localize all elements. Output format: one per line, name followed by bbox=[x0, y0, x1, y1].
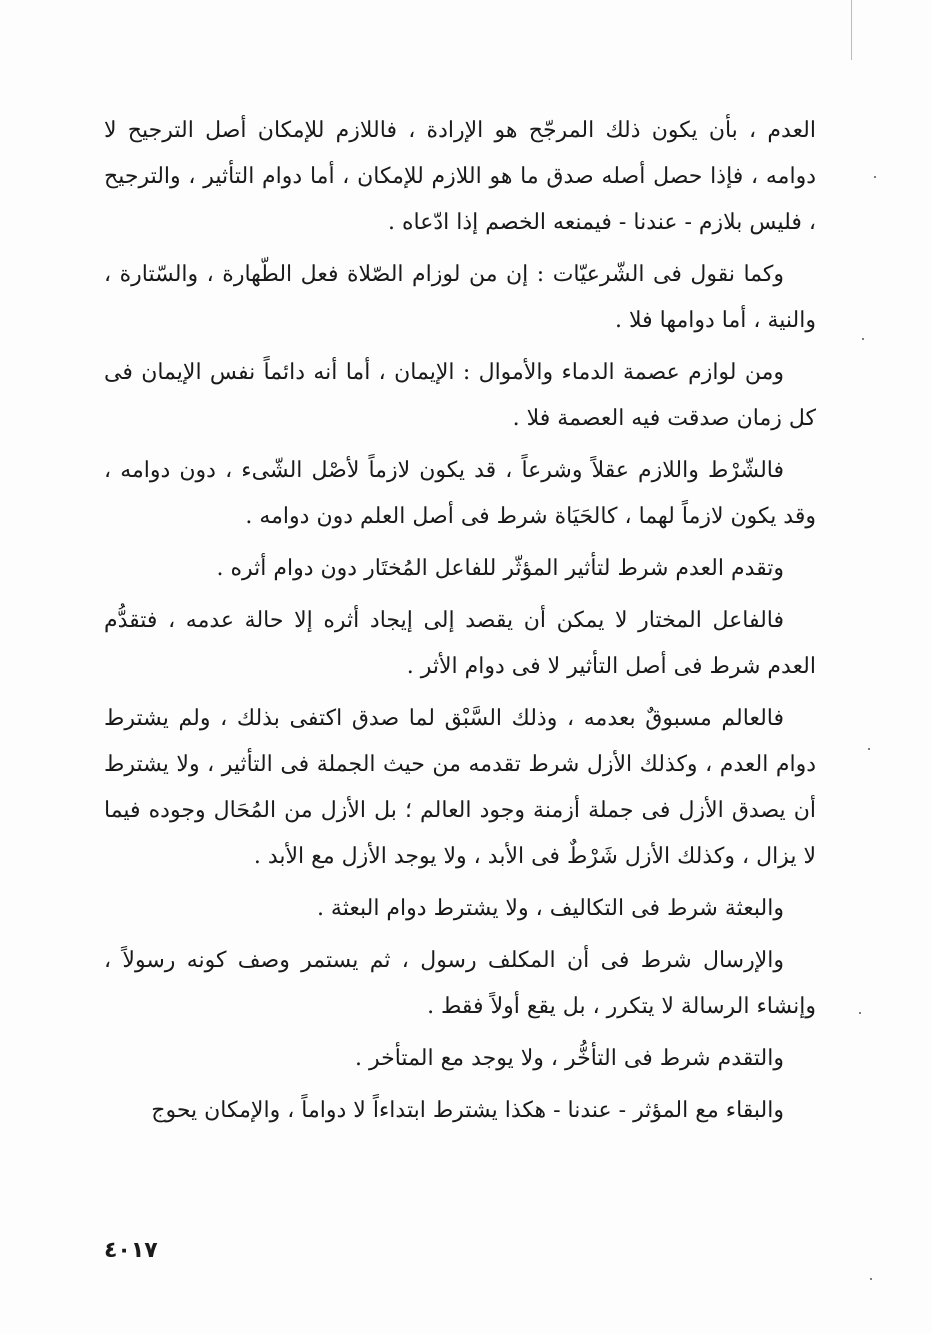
paragraph: العدم ، بأن يكون ذلك المرجّح هو الإرادة ، فاللازم للإمكان أصل الترجيح لا دوامه ، فإذا حصل أصله صدق ما هو اللازم للإمكان ، أما دوام التأثير ، والترجيح ، فليس بلازم - عندنا - فيمنعه الخصم إذا ادّعاه . bbox=[104, 118, 816, 235]
scan-speck bbox=[862, 338, 864, 340]
paragraph: ومن لوازم عصمة الدماء والأموال : الإيمان ، أما أنه دائماً نفس الإيمان فى كل زمان صدقت فيه العصمة فلا . bbox=[104, 360, 816, 431]
paragraph: وكما نقول فى الشّرعيّات : إن من لوزام الصّلاة فعل الطّهارة ، والسّتارة ، والنية ، أما دوامها فلا . bbox=[104, 262, 816, 333]
scan-edge-mark bbox=[851, 0, 852, 60]
scan-speck bbox=[868, 748, 870, 750]
page-number: ٤٠١٧ bbox=[104, 1238, 158, 1263]
scan-speck bbox=[874, 176, 876, 178]
paragraph: فالشّرْط واللازم عقلاً وشرعاً ، قد يكون لازماً لأصْل الشّىء ، دون دوامه ، وقد يكون لازماً لهما ، كالحَيَاة شرط فى أصل العلم دون دوامه . bbox=[104, 458, 816, 529]
paragraph: والبقاء مع المؤثر - عندنا - هكذا يشترط ابتداءاً لا دواماً ، والإمكان يحوج bbox=[151, 1098, 784, 1123]
paragraph: وتقدم العدم شرط لتأثير المؤثّر للفاعل المُختَار دون دوام أثره . bbox=[216, 556, 784, 581]
paragraph: فالعالم مسبوقٌ بعدمه ، وذلك السَّبْق لما صدق اكتفى بذلك ، ولم يشترط دوام العدم ، وكذلك الأزل شرط تقدمه من حيث الجملة فى التأثير ، ولا يشترط أن يصدق الأزل فى جملة أزمنة وجود العالم ؛ بل الأزل من المُحَال وجوده فيما لا يزال ، وكذلك الأزل شَرْطٌ فى الأبد ، ولا يوجد الأزل مع الأبد . bbox=[104, 706, 816, 869]
body-text bbox=[104, 108, 816, 1140]
paragraph: والتقدم شرط فى التأخُّر ، ولا يوجد مع المتأخر . bbox=[355, 1046, 784, 1071]
paragraph: والإرسال شرط فى أن المكلف رسول ، ثم يستمر وصف كونه رسولاً ، وإنشاء الرسالة لا يتكرر ، بل يقع أولاً فقط . bbox=[104, 948, 816, 1019]
paragraph: فالفاعل المختار لا يمكن أن يقصد إلى إيجاد أثره إلا حالة عدمه ، فتقدُّم العدم شرط فى أصل التأثير لا فى دوام الأثر . bbox=[104, 608, 816, 679]
scan-speck bbox=[859, 1012, 861, 1014]
paragraph: والبعثة شرط فى التكاليف ، ولا يشترط دوام البعثة . bbox=[316, 896, 784, 921]
scan-speck bbox=[870, 1278, 872, 1280]
